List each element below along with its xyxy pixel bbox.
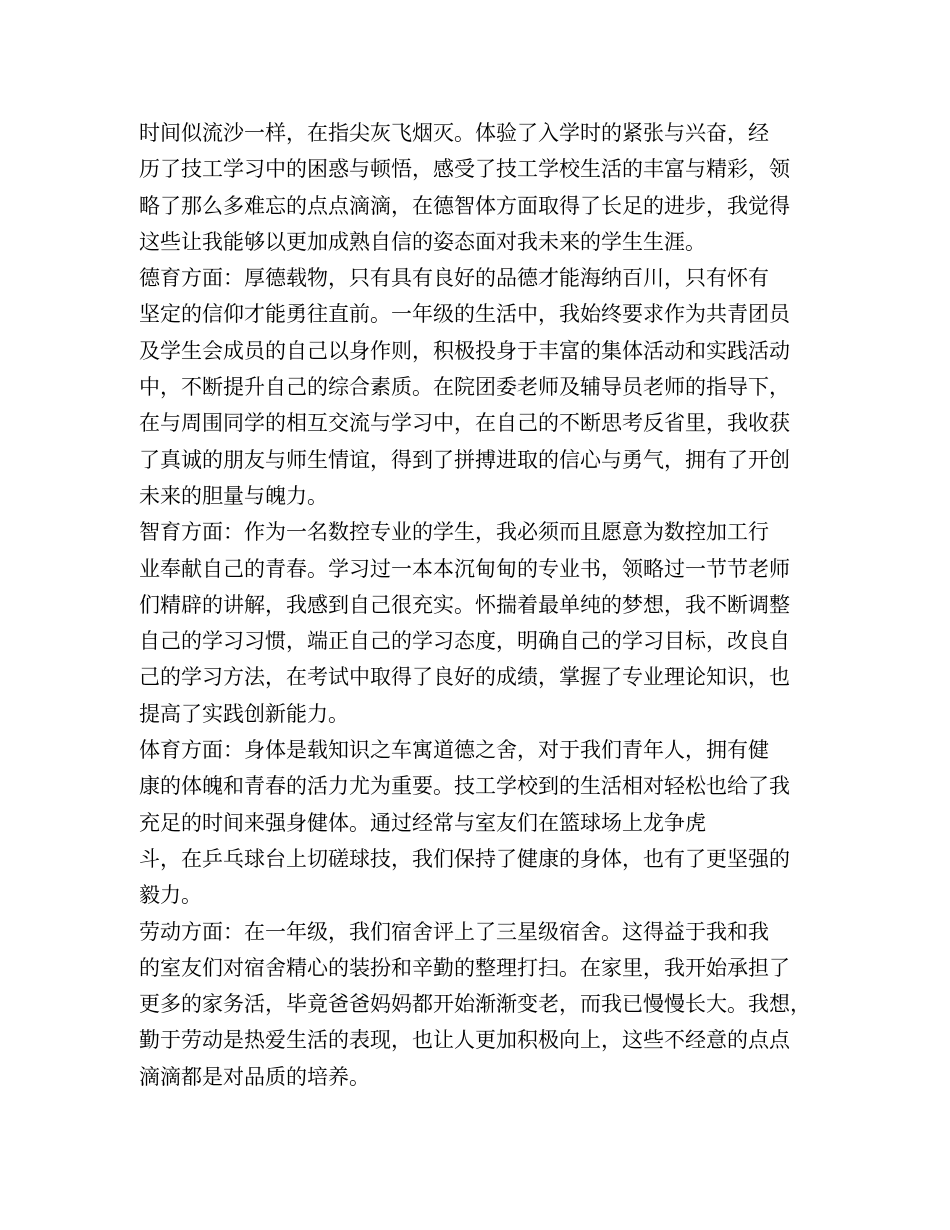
text-line: 体育方面：身体是载知识之车寓道德之舍，对于我们青年人，拥有健 xyxy=(139,738,769,763)
text-line: 己的学习方法，在考试中取得了良好的成绩，掌握了专业理论知识，也 xyxy=(139,665,790,690)
text-line: 了真诚的朋友与师生情谊，得到了拼搏进取的信心与勇气，拥有了开创 xyxy=(139,447,790,472)
text-line: 的室友们对宿舍精心的装扮和辛勤的整理打扫。在家里，我开始承担了 xyxy=(139,955,790,980)
text-line: 毅力。 xyxy=(139,883,202,908)
text-line: 未来的胆量与魄力。 xyxy=(139,483,328,508)
text-line: 略了那么多难忘的点点滴滴，在德智体方面取得了长足的进步，我觉得 xyxy=(139,193,790,218)
text-line: 业奉献自己的青春。学习过一本本沉甸甸的专业书，领略过一节节老师 xyxy=(139,556,790,581)
text-line: 德育方面：厚德载物，只有具有良好的品德才能海纳百川，只有怀有 xyxy=(139,266,769,291)
text-line: 智育方面：作为一名数控专业的学生，我必须而且愿意为数控加工行 xyxy=(139,520,769,545)
text-line: 在与周围同学的相互交流与学习中，在自己的不断思考反省里，我收获 xyxy=(139,411,790,436)
text-line: 康的体魄和青春的活力尤为重要。技工学校到的生活相对轻松也给了我 xyxy=(139,774,790,799)
text-line: 及学生会成员的自己以身作则，积极投身于丰富的集体活动和实践活动 xyxy=(139,338,790,363)
text-line: 劳动方面：在一年级，我们宿舍评上了三星级宿舍。这得益于我和我 xyxy=(139,919,769,944)
text-line: 坚定的信仰才能勇往直前。一年级的生活中，我始终要求作为共青团员 xyxy=(139,302,790,327)
text-line: 滴滴都是对品质的培养。 xyxy=(139,1064,370,1089)
text-line: 勤于劳动是热爱生活的表现，也让人更加积极向上，这些不经意的点点 xyxy=(139,1028,790,1053)
text-line: 中，不断提升自己的综合素质。在院团委老师及辅导员老师的指导下， xyxy=(139,375,790,400)
text-line: 历了技工学习中的困惑与顿悟，感受了技工学校生活的丰富与精彩，领 xyxy=(139,157,790,182)
text-line: 更多的家务活，毕竟爸爸妈妈都开始渐渐变老，而我已慢慢长大。我想， xyxy=(139,992,811,1017)
text-line: 斗，在乒乓球台上切磋球技，我们保持了健康的身体，也有了更坚强的 xyxy=(139,846,790,871)
text-line: 充足的时间来强身健体。通过经常与室友们在篮球场上龙争虎 xyxy=(139,810,706,835)
text-line: 时间似流沙一样，在指尖灰飞烟灭。体验了入学时的紧张与兴奋，经 xyxy=(139,121,769,145)
text-line: 们精辟的讲解，我感到自己很充实。怀揣着最单纯的梦想，我不断调整 xyxy=(139,592,790,617)
text-line: 自己的学习习惯，端正自己的学习态度，明确自己的学习目标，改良自 xyxy=(139,629,790,654)
text-line: 这些让我能够以更加成熟自信的姿态面对我未来的学生生涯。 xyxy=(139,229,706,254)
text-line: 提高了实践创新能力。 xyxy=(139,701,349,726)
document-text xyxy=(139,115,839,1095)
